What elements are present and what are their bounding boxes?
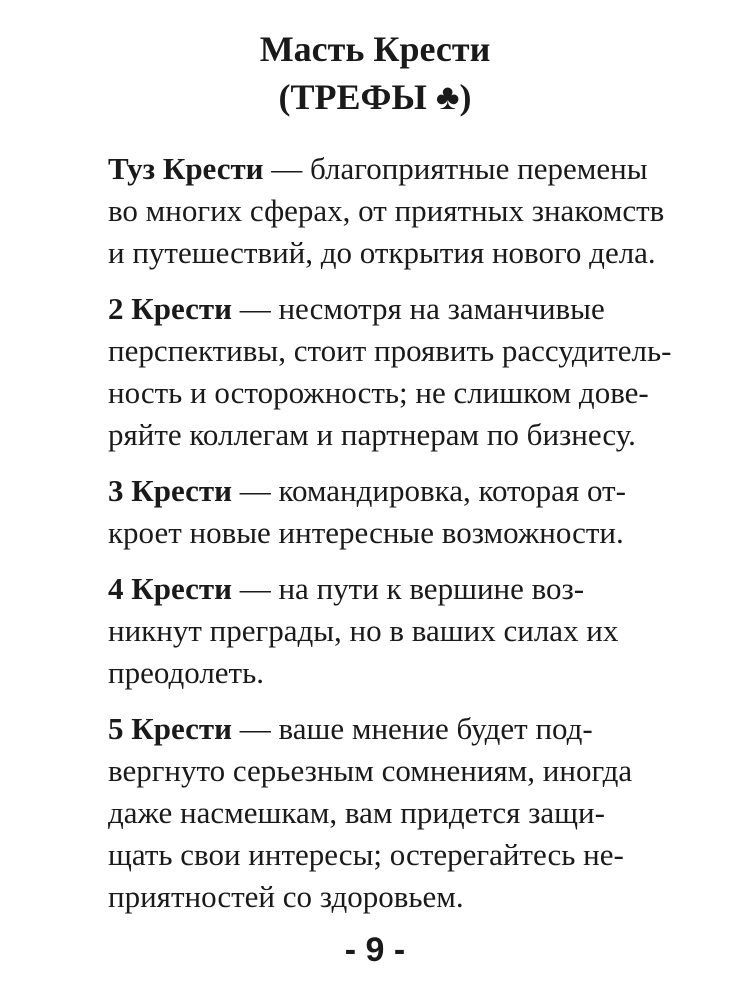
card-name: 4 Крести <box>108 571 232 606</box>
card-meanings-list <box>108 148 672 932</box>
entry-line: никнут преграды, но в ваших силах их <box>108 613 619 648</box>
entry-text: — несмотря на заманчивые <box>231 291 605 326</box>
entry-text: — на пути к вершине воз- <box>231 571 585 606</box>
entry-line: вергнуто серьезным сомнениям, иногда <box>108 753 633 788</box>
entry-text: — командировка, которая от- <box>231 473 626 508</box>
entry-line <box>108 568 668 610</box>
card-name: Туз Крести <box>108 151 264 186</box>
entry-line <box>108 470 668 512</box>
card-entry-5 <box>108 708 668 918</box>
entry-line: ряйте коллегам и партнерам по бизнесу. <box>108 417 636 452</box>
entry-line: перспективы, стоит проявить рассудитель- <box>108 333 672 368</box>
entry-text: — ваше мнение будет под- <box>231 711 593 746</box>
card-name: 5 Крести <box>108 711 232 746</box>
entry-line: приятностей со здоровьем. <box>108 879 464 914</box>
entry-line: кроет новые интересные возможности. <box>108 515 624 550</box>
entry-line: во многих сферах, от приятных знакомств <box>108 193 665 228</box>
page-number: - 9 - <box>344 931 406 969</box>
entry-line: и путешествий, до открытия нового дела. <box>108 235 656 270</box>
entry-line: щать свои интересы; остерегайтесь не- <box>108 837 624 872</box>
entry-line: преодолеть. <box>108 655 264 690</box>
card-entry-3 <box>108 470 668 554</box>
card-name: 3 Крести <box>108 473 232 508</box>
page-subtitle: (ТРЕФЫ ♣) <box>278 77 472 117</box>
card-name: 2 Крести <box>108 291 232 326</box>
entry-line <box>108 708 668 750</box>
card-entry-2 <box>108 288 672 456</box>
entry-line <box>108 148 668 190</box>
page-title: Масть Крести <box>259 29 491 69</box>
entry-text: — благоприятные перемены <box>263 151 648 186</box>
entry-line <box>108 288 668 330</box>
card-entry-4 <box>108 568 668 694</box>
card-entry-ace <box>108 148 668 274</box>
entry-line: даже насмешкам, вам придется защи- <box>108 795 605 830</box>
entry-line: ность и осторожность; не слишком дове- <box>108 375 649 410</box>
